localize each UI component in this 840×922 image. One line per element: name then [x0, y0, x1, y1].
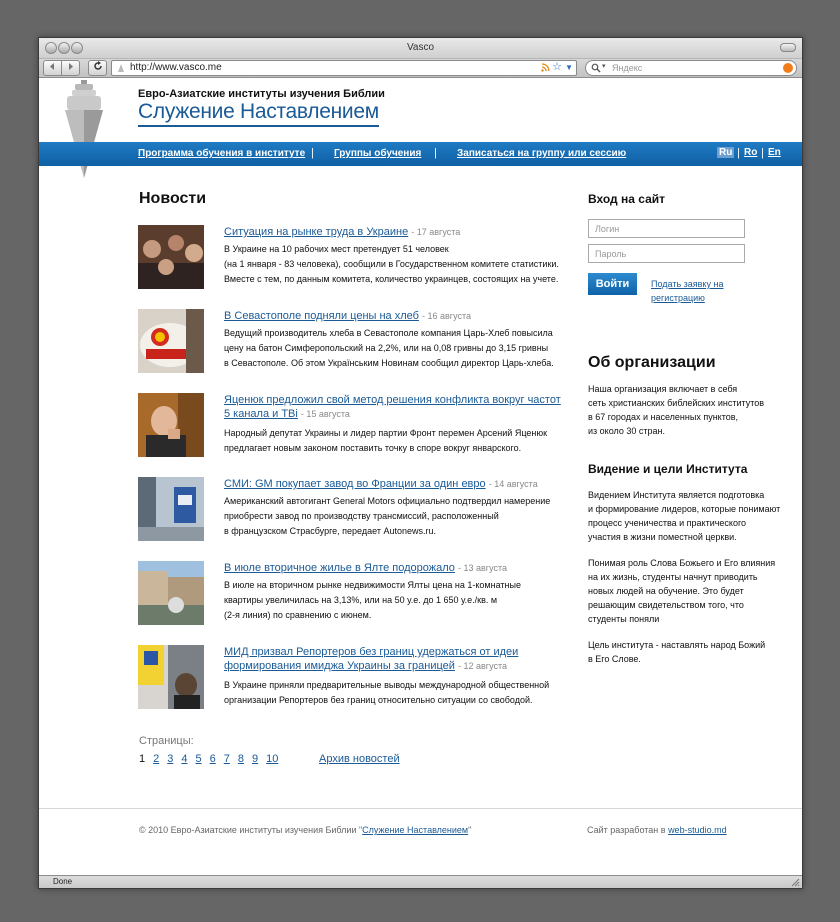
vision-line: в Его Слове. [588, 654, 641, 664]
forward-button[interactable] [61, 60, 80, 76]
news-thumbnail-image[interactable] [138, 225, 204, 289]
lang-ru[interactable]: Ru [719, 147, 733, 158]
rss-icon[interactable] [541, 63, 550, 72]
developer-link[interactable]: web-studio.md [668, 825, 727, 835]
news-excerpt-line: В июле на вторичном рынке недвижимости Ялты цена на 1-комнатные [224, 580, 521, 590]
vision-paragraph [588, 556, 798, 626]
news-excerpt-line: (на 1 января - 83 человека), сообщили в Государственном комитете статистики. [224, 259, 559, 269]
vision-line: Видением Института является подготовка [588, 490, 765, 500]
vision-line: Понимая роль Слова Божьего и Его влияния [588, 558, 776, 568]
news-excerpt-line: Вместе с тем, по данным комитета, количество украинцев, состоящих на учете. [224, 274, 559, 284]
vision-line: новых людей на обучение. Это будет [588, 586, 744, 596]
footer-divider [39, 808, 802, 809]
news-excerpt [224, 326, 574, 371]
search-input[interactable]: Яндекс [612, 63, 643, 73]
status-bar [39, 875, 802, 888]
copyright-link[interactable]: Служение Наставлением [362, 825, 469, 835]
news-excerpt-line: предлагает новым законом поставить точку в споре вокруг январского. [224, 443, 522, 453]
back-button[interactable] [43, 60, 62, 76]
news-excerpt-line: В Украине на 10 рабочих мест претендует 51 человек [224, 244, 449, 254]
news-date: - 14 августа [488, 479, 538, 489]
news-thumbnail-image[interactable] [138, 309, 204, 373]
register-link[interactable]: Подать заявку на регистрацию [651, 279, 724, 303]
news-excerpt [224, 494, 574, 539]
status-text: Done [53, 877, 73, 886]
news-excerpt-line: (2-я линия) по сравнению с июнем. [224, 610, 372, 620]
browser-toolbar [39, 59, 802, 78]
news-excerpt-line: организации Репортеров без границ относительно ситуации со свободой. [224, 695, 533, 705]
news-excerpt-line: цену на батон Симферопольский на 2,2%, или на 0,08 гривны до 3,15 гривны [224, 343, 549, 353]
search-icon [591, 63, 601, 73]
history-dropdown-icon[interactable]: ▼ [565, 63, 573, 72]
forward-arrow-icon [66, 62, 75, 71]
page-link[interactable]: 3 [167, 753, 174, 765]
login-button[interactable]: Войти [588, 273, 637, 295]
toolbar-toggle-button[interactable] [780, 43, 796, 52]
search-go-icon[interactable] [783, 63, 793, 73]
site-subtitle: Евро-Азиатские институты изучения Библии [138, 88, 385, 100]
news-excerpt-line: приобрести завод по производству трансмиссий, расположенный [224, 511, 499, 521]
vision-line: Цель института - наставлять народ Божий [588, 640, 766, 650]
news-thumbnail-image[interactable] [138, 561, 204, 625]
footer-developer [587, 825, 727, 835]
password-input[interactable]: Пароль [588, 244, 745, 263]
reload-icon [93, 61, 103, 71]
news-thumbnail-image[interactable] [138, 393, 204, 457]
news-date: - 12 августа [458, 661, 508, 671]
news-excerpt [224, 426, 574, 456]
nav-separator: | [311, 147, 314, 159]
news-title [224, 645, 569, 673]
developer-text: Сайт разработан в [587, 825, 666, 835]
resize-grip-icon[interactable] [790, 877, 800, 887]
news-excerpt-line: Американский автогигант General Motors официально подтвердил намерение [224, 496, 551, 506]
page-link[interactable]: 7 [223, 753, 230, 765]
search-bar[interactable] [585, 60, 797, 76]
vision-line: процесс ученичества и практического [588, 518, 747, 528]
vision-heading: Видение и цели Института [588, 462, 748, 476]
page-link[interactable]: 4 [181, 753, 188, 765]
news-excerpt-line: В Украине приняли предварительные выводы международной общественной [224, 680, 550, 690]
news-title [224, 393, 569, 421]
footer-copyright [139, 825, 471, 835]
news-title [224, 225, 569, 239]
news-excerpt [224, 242, 574, 287]
nav-item-groups[interactable]: Группы обучения [334, 148, 422, 159]
lang-separator: | [761, 147, 764, 159]
news-excerpt-line: квартиры увеличилась на 3,13%, или на 50 у.е. до 1 650 у.е./кв. м [224, 595, 498, 605]
news-title-link[interactable]: Яценюк предложил свой метод решения конфликта вокруг частот 5 канала и ТВі [224, 394, 561, 420]
about-text-line: из около 30 стран. [588, 426, 665, 436]
news-title-link[interactable]: В Севастополе подняли цены на хлеб [224, 310, 419, 322]
vision-line: студенты поняли [588, 614, 660, 624]
page-link[interactable]: 6 [209, 753, 216, 765]
news-title-link[interactable]: В июле вторичное жилье в Ялте подорожало [224, 562, 455, 574]
news-date: - 17 августа [411, 227, 461, 237]
news-title [224, 309, 569, 323]
nav-item-signup[interactable]: Записаться на группу или сессию [457, 148, 627, 159]
about-text-line: Наша организация включает в себя [588, 384, 738, 394]
vision-line: решающим свидетельством того, что [588, 600, 744, 610]
page-link[interactable]: 2 [153, 753, 160, 765]
page-link[interactable]: 8 [237, 753, 244, 765]
pagination-label: Страницы: [139, 735, 194, 747]
login-input[interactable]: Логин [588, 219, 745, 238]
news-title-link[interactable]: СМИ: GM покупает завод во Франции за один евро [224, 478, 486, 490]
news-date: - 15 августа [300, 409, 350, 419]
about-text [588, 382, 798, 438]
vision-paragraph [588, 488, 798, 544]
page-link[interactable]: 9 [252, 753, 259, 765]
title-bar [39, 38, 802, 59]
vision-line: участия в жизни поместной церкви. [588, 532, 737, 542]
copyright-text: © 2010 Евро-Азиатские институты изучения Библии " [139, 825, 363, 835]
vision-line: на их жизнь, студенты начнут приводить [588, 572, 758, 582]
about-text-line: в 67 городах и населенных пунктов, [588, 412, 739, 422]
page-link[interactable]: 5 [195, 753, 202, 765]
lang-separator: | [737, 147, 740, 159]
site-favicon-icon [116, 63, 126, 73]
news-archive-link[interactable]: Архив новостей [319, 753, 400, 765]
news-thumbnail-image[interactable] [138, 645, 204, 709]
news-thumbnail-image[interactable] [138, 477, 204, 541]
nav-separator: | [434, 147, 437, 159]
url-text: http://www.vasco.me [130, 62, 222, 73]
reload-button[interactable] [88, 60, 107, 76]
window-title: Vasco [406, 42, 435, 53]
site-title[interactable]: Служение Наставлением [138, 100, 379, 127]
page-link[interactable]: 10 [266, 753, 279, 765]
vision-line: и формирование лидеров, которые понимают [588, 504, 781, 514]
news-title [224, 561, 569, 575]
news-title [224, 477, 569, 491]
address-bar[interactable] [111, 60, 577, 76]
vision-paragraph [588, 638, 798, 666]
nav-item-program[interactable]: Программа обучения в институте [138, 148, 306, 159]
browser-window [38, 37, 803, 889]
news-excerpt-line: Ведущий производитель хлеба в Севастополе компания Царь-Хлеб повысила [224, 328, 553, 338]
login-heading: Вход на сайт [588, 192, 666, 206]
news-heading: Новости [139, 190, 207, 207]
lang-en[interactable]: En [768, 147, 781, 158]
news-date: - 16 августа [422, 311, 472, 321]
about-heading: Об организации [588, 354, 716, 371]
news-excerpt [224, 578, 574, 623]
pagination [139, 753, 286, 765]
back-arrow-icon [48, 62, 57, 71]
news-excerpt [224, 678, 574, 708]
bookmark-star-icon[interactable]: ☆ [552, 61, 562, 73]
news-date: - 13 августа [458, 563, 508, 573]
news-excerpt-line: в французском Страсбурге, передает Autonews.ru. [224, 526, 436, 536]
about-text-line: сеть христианских библейских институтов [588, 398, 765, 408]
news-excerpt-line: в Севастополе. Об этом Українським Новинам сообщил директор Царь-хлеба. [224, 358, 554, 368]
news-excerpt-line: Народный депутат Украины и лидер партии Фронт перемен Арсений Яценюк [224, 428, 548, 438]
news-title-link[interactable]: МИД призвал Репортеров без границ удержаться от идеи формирования имиджа Украины за границей [224, 646, 519, 672]
page-current: 1 [139, 753, 146, 765]
lang-ro[interactable]: Ro [744, 147, 758, 158]
search-engine-dropdown-icon[interactable]: ▾ [602, 63, 606, 70]
main-nav [39, 142, 802, 166]
copyright-text-end: " [468, 825, 472, 835]
news-title-link[interactable]: Ситуация на рынке труда в Украине [224, 226, 409, 238]
